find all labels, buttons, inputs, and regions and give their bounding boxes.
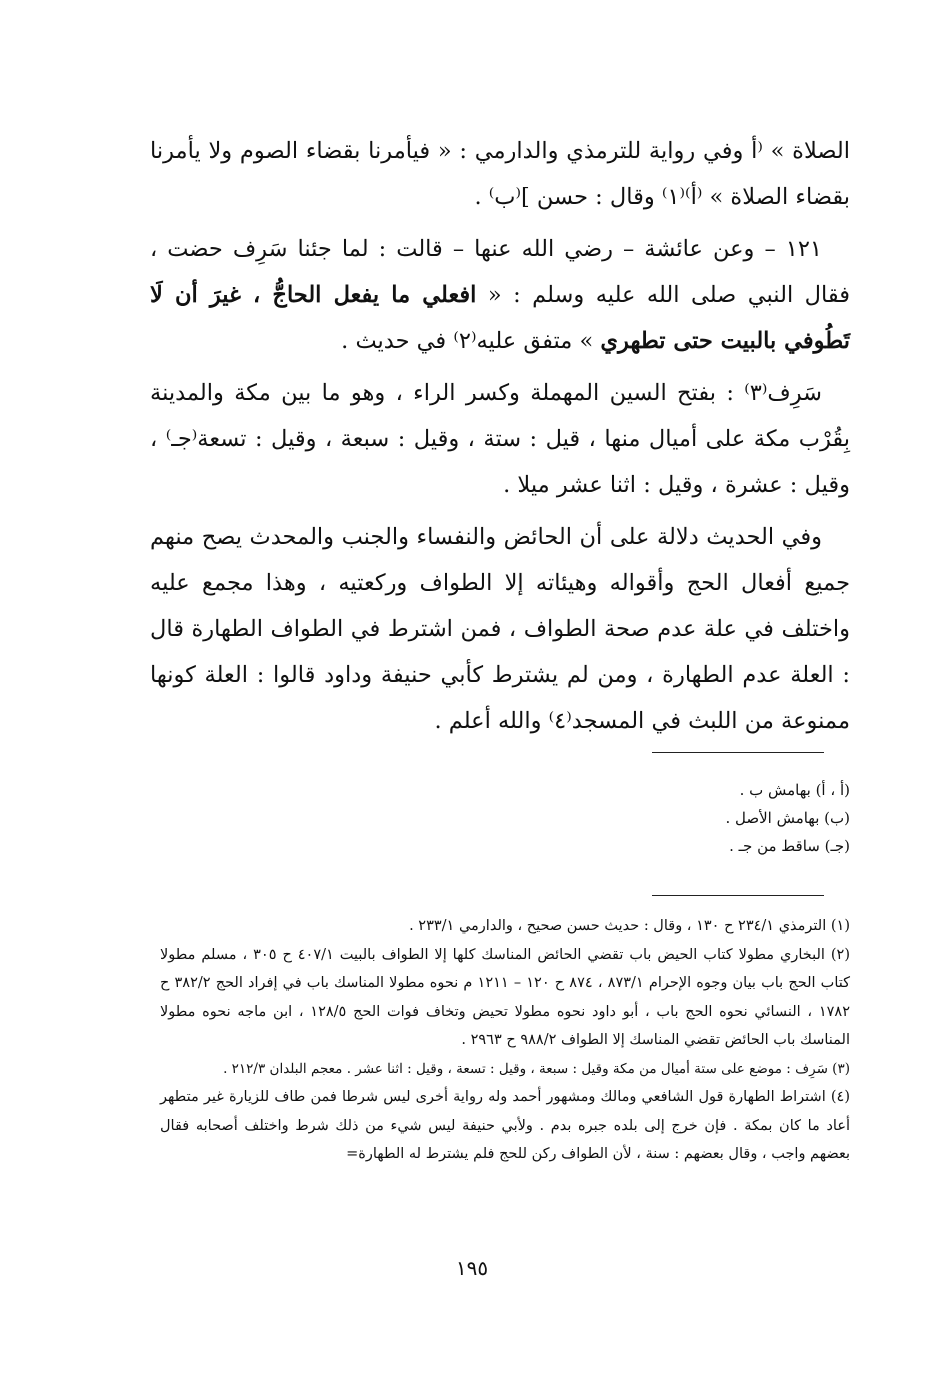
hadith-121 <box>150 226 850 364</box>
hadith-121-intro: ١٢١ – وعن عائشة – رضي الله عنها – قالت : لما جئنا سَرِف حضت ، فقال النبي صلى الله عليه وسلم : « <box>150 236 850 308</box>
page-number: ١٩٥ <box>455 1256 489 1280</box>
paragraph-1: الصلاة » ⁽أ وفي رواية للترمذي والدارمي : « فيأمرنا بقضاء الصوم ولا يأمرنا بقضاء الصلاة » ⁽أ⁾⁽١⁾ وقال : حسن ]⁽ب⁾ . <box>150 138 850 210</box>
hadith-121-quote: افعلي ما يفعل الحاجُّ ، غيرَ أن لَا تَطُوفي بالبيت حتى تطهري <box>150 282 850 354</box>
variant-note: (ب) بهامش الأصل . <box>725 809 850 827</box>
variant-note: (أ ، أ) بهامش ب . <box>739 781 850 799</box>
paragraph-commentary: وفي الحديث دلالة على أن الحائض والنفساء والجنب والمحدث يصح منهم جميع أفعال الحج وأقواله وهيئاته إلا الطواف وركعتيه ، وهذا مجمع عليه واختلف في علة عدم صحة الطواف ، فمن اشترط في الطواف الطهارة قال : العلة عدم الطهارة ، ومن لم يشترط كأبي حنيفة وداود قالوا : العلة كونها ممنوعة من اللبث في المسجد⁽٤⁾ والله أعلم . <box>150 524 850 734</box>
footnote-4: (٤) اشتراط الطهارة قول الشافعي ومالك ومشهور أحمد وله رواية أخرى ليس شرطا فمن طاف للزيارة غير متطهر أعاد ما كان بمكة . فإن خرج إلى بلده جبره بدم . ولأبي حنيفة ليس شيء من ذلك شرط واختلف أصحابه فقال بعضهم واجب ، وقال بعضهم : سنة ، لأن الطواف ركن للحج فلم يشترط له الطهارة= <box>160 1089 850 1162</box>
footnote-2: (٢) البخاري مطولا كتاب الحيض باب تقضي الحائض المناسك كلها إلا الطواف بالبيت ٤٠٧/١ ح ٣٠٥ ، مسلم مطولا كتاب الحج باب بيان وجوه الإحرام ٨٧٣/١ ، ٨٧٤ ح ١٢٠ – ١٢١١ م نحوه مطولا المناسك باب في إفراد الحج ٣٨٢/٢ ح ١٧٨٢ ، النسائي نحوه الحج باب ، أبو داود نحوه مطولا تحيض وتخاف فوات الحج ١٢٨/٥ ، ابن ماجه نحوه مطولا المناسك باب الحائض تقضي المناسك إلا الطواف ٩٨٨/٢ ح ٢٩٦٣ . <box>160 946 851 1048</box>
separator-rule-variants <box>652 752 824 753</box>
main-text <box>150 128 850 750</box>
paragraph-sarif: سَرِف⁽٣⁾ : بفتح السين المهملة وكسر الراء ، وهو ما بين مكة والمدينة بِقُرْب مكة على أميال منها ، قيل : ستة ، وقيل : سبعة ، وقيل : تسعة⁽جـ⁾ ، وقيل : عشرة ، وقيل : اثنا عشر ميلا . <box>150 380 850 498</box>
footnotes <box>160 912 850 1169</box>
hadith-121-source: » متفق عليه⁽٢⁾ في حديث . <box>341 328 601 354</box>
footnote-1: (١) الترمذي ٢٣٤/١ ح ١٣٠ ، وقال : حديث حسن صحيح ، والدارمي ٢٣٣/١ . <box>409 918 850 934</box>
variant-note: (جـ) ساقط من جـ . <box>729 837 850 855</box>
separator-rule-footnotes <box>652 895 824 896</box>
footnote-3: (٣) سَرِف : موضع على ستة أميال من مكة وقيل : سبعة ، وقيل : تسعة ، وقيل : اثنا عشر . معجم البلدان ٢١٢/٣ . <box>223 1060 850 1077</box>
manuscript-variants <box>160 776 850 860</box>
